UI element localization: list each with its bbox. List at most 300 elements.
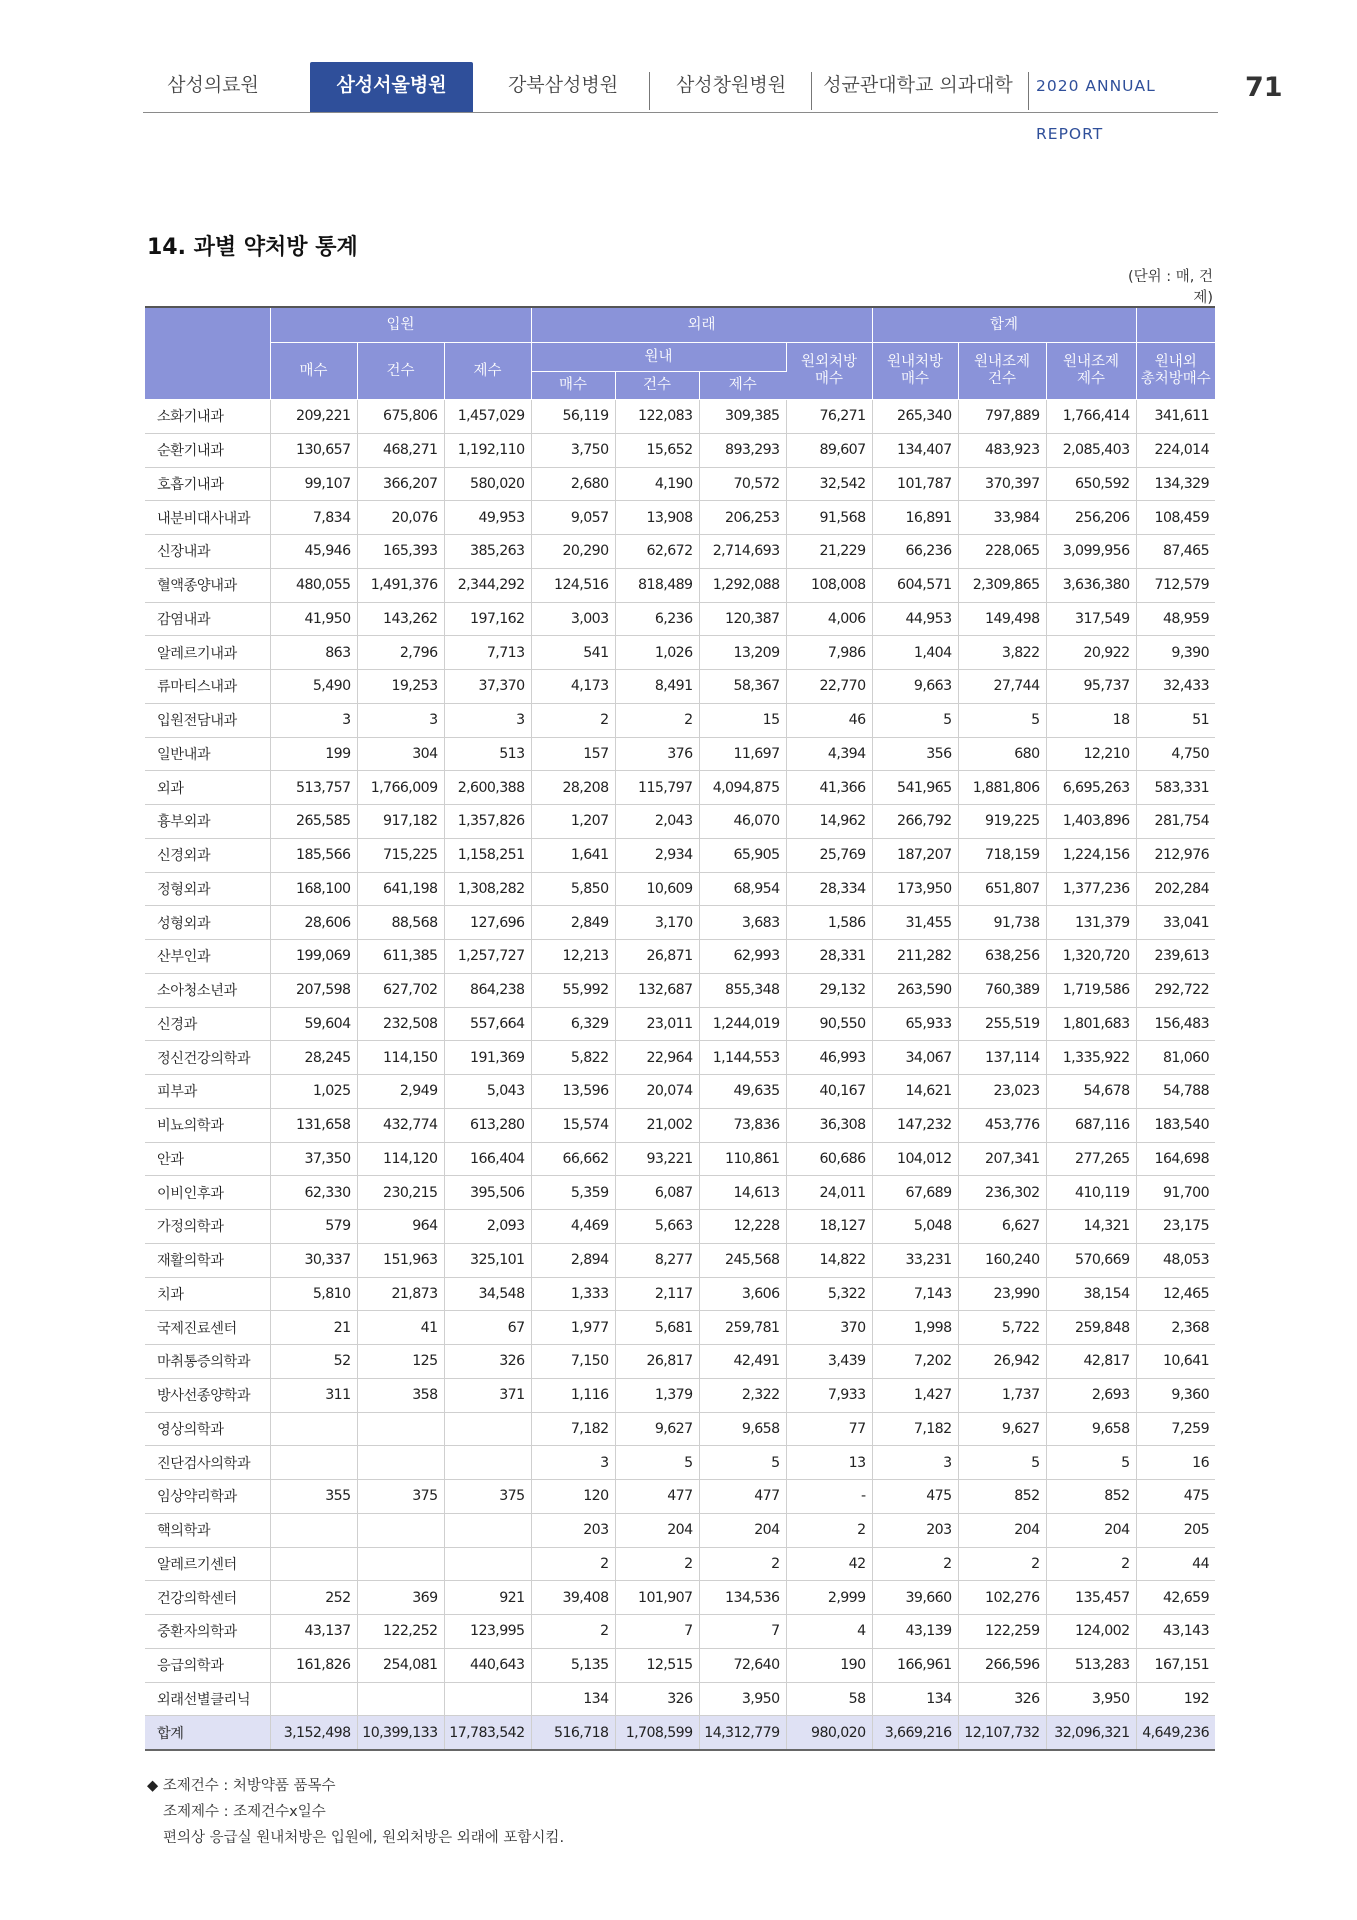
table-row <box>145 501 1215 535</box>
table-cell: 101,907 <box>615 1581 699 1615</box>
table-row <box>145 535 1215 569</box>
table-cell: 265,585 <box>270 805 357 839</box>
table-cell: 1,737 <box>958 1378 1046 1412</box>
table-cell: 123,995 <box>444 1615 531 1649</box>
table-cell: 2,117 <box>615 1277 699 1311</box>
table-cell: 73,836 <box>699 1108 786 1142</box>
table-cell: 20,290 <box>531 535 615 569</box>
table-cell: 7,182 <box>531 1412 615 1446</box>
header-op-cases: 건수 <box>615 372 699 400</box>
table-row <box>145 838 1215 872</box>
table-cell: 203 <box>872 1513 958 1547</box>
table-cell: 650,592 <box>1046 467 1136 501</box>
department-name: 류마티스내과 <box>145 670 270 704</box>
table-cell: 2,322 <box>699 1378 786 1412</box>
table-row <box>145 1446 1215 1480</box>
table-cell: 192 <box>1136 1682 1215 1716</box>
table-cell: 42 <box>786 1547 872 1581</box>
table-row <box>145 1041 1215 1075</box>
department-name: 외과 <box>145 771 270 805</box>
table-cell: 2,894 <box>531 1243 615 1277</box>
table-row <box>145 771 1215 805</box>
table-cell: 48,053 <box>1136 1243 1215 1277</box>
table-row <box>145 1007 1215 1041</box>
table-cell: 277,265 <box>1046 1142 1136 1176</box>
table-cell: 224,014 <box>1136 433 1215 467</box>
table-cell: 893,293 <box>699 433 786 467</box>
table-cell: 122,083 <box>615 400 699 434</box>
table-cell: 44,953 <box>872 602 958 636</box>
table-cell: 164,698 <box>1136 1142 1215 1176</box>
table-cell: 59,604 <box>270 1007 357 1041</box>
table-cell: 101,787 <box>872 467 958 501</box>
table-cell: 18,127 <box>786 1210 872 1244</box>
table-cell: 15,574 <box>531 1108 615 1142</box>
table-cell: 91,700 <box>1136 1176 1215 1210</box>
table-cell: 1,491,376 <box>357 568 444 602</box>
table-cell: 2,344,292 <box>444 568 531 602</box>
table-cell: 28,606 <box>270 906 357 940</box>
table-cell: 309,385 <box>699 400 786 434</box>
table-cell: 130,657 <box>270 433 357 467</box>
table-cell <box>357 1412 444 1446</box>
table-row <box>145 1075 1215 1109</box>
table-cell <box>444 1547 531 1581</box>
table-row <box>145 906 1215 940</box>
table-cell: 88,568 <box>357 906 444 940</box>
table-cell: 209,221 <box>270 400 357 434</box>
table-cell: 292,722 <box>1136 973 1215 1007</box>
table-cell: 2,093 <box>444 1210 531 1244</box>
table-cell: 32,433 <box>1136 670 1215 704</box>
table-cell: 239,613 <box>1136 940 1215 974</box>
table-cell: 60,686 <box>786 1142 872 1176</box>
table-cell: 37,350 <box>270 1142 357 1176</box>
table-cell: 1,320,720 <box>1046 940 1136 974</box>
table-cell: 55,992 <box>531 973 615 1007</box>
table-cell: 370 <box>786 1311 872 1345</box>
total-cell: 1,708,599 <box>615 1716 699 1750</box>
table-row <box>145 1142 1215 1176</box>
table-cell: 49,953 <box>444 501 531 535</box>
tab-changwon-samsung-hospital[interactable]: 삼성창원병원 <box>675 74 787 96</box>
table-cell: 852 <box>958 1480 1046 1514</box>
table-row <box>145 1581 1215 1615</box>
table-cell: 81,060 <box>1136 1041 1215 1075</box>
total-cell: 3,669,216 <box>872 1716 958 1750</box>
table-cell: 67 <box>444 1311 531 1345</box>
department-name: 피부과 <box>145 1075 270 1109</box>
table-cell: 1,333 <box>531 1277 615 1311</box>
table-row <box>145 737 1215 771</box>
table-cell: 110,861 <box>699 1142 786 1176</box>
table-cell: 797,889 <box>958 400 1046 434</box>
table-cell <box>357 1513 444 1547</box>
table-cell: 7,986 <box>786 636 872 670</box>
table-cell: 76,271 <box>786 400 872 434</box>
table-cell: 65,933 <box>872 1007 958 1041</box>
table-cell: 34,548 <box>444 1277 531 1311</box>
table-cell: 4,469 <box>531 1210 615 1244</box>
table-cell: 2 <box>531 1615 615 1649</box>
table-cell: 46,070 <box>699 805 786 839</box>
table-cell: 395,506 <box>444 1176 531 1210</box>
table-row <box>145 467 1215 501</box>
table-cell: 11,697 <box>699 737 786 771</box>
table-cell: 375 <box>357 1480 444 1514</box>
table-cell: 23,023 <box>958 1075 1046 1109</box>
table-cell: 440,643 <box>444 1648 531 1682</box>
table-cell: 3 <box>444 703 531 737</box>
table-cell: 9,057 <box>531 501 615 535</box>
table-cell <box>357 1682 444 1716</box>
table-cell: 5 <box>872 703 958 737</box>
table-cell: 58 <box>786 1682 872 1716</box>
table-cell: 3,636,380 <box>1046 568 1136 602</box>
department-name: 임상약리학과 <box>145 1480 270 1514</box>
tab-divider <box>1028 72 1029 110</box>
table-cell <box>444 1412 531 1446</box>
table-cell: 1,244,019 <box>699 1007 786 1041</box>
table-cell: 863 <box>270 636 357 670</box>
header-ip-sheets: 매수 <box>270 343 357 400</box>
table-cell: 5,359 <box>531 1176 615 1210</box>
table-cell: 124,002 <box>1046 1615 1136 1649</box>
table-cell: 33,984 <box>958 501 1046 535</box>
unit-label: (단위 : 매, 건 제) <box>1127 269 1213 306</box>
table-cell: 26,942 <box>958 1345 1046 1379</box>
table-cell: 134,329 <box>1136 467 1215 501</box>
table-cell: 33,231 <box>872 1243 958 1277</box>
table-row <box>145 805 1215 839</box>
table-row <box>145 1210 1215 1244</box>
table-cell: 2,680 <box>531 467 615 501</box>
table-cell: 256,206 <box>1046 501 1136 535</box>
table-row <box>145 636 1215 670</box>
total-row <box>145 1716 1215 1750</box>
table-cell: 99,107 <box>270 467 357 501</box>
table-cell <box>270 1513 357 1547</box>
table-cell: 131,658 <box>270 1108 357 1142</box>
department-name: 알레르기센터 <box>145 1547 270 1581</box>
table-cell: 44 <box>1136 1547 1215 1581</box>
table-cell: 468,271 <box>357 433 444 467</box>
header-op-external: 원외처방 매수 <box>786 343 872 400</box>
department-name: 응급의학과 <box>145 1648 270 1682</box>
table-cell: 266,596 <box>958 1648 1046 1682</box>
table-cell: 2 <box>615 703 699 737</box>
table-cell: 259,781 <box>699 1311 786 1345</box>
table-cell: 263,590 <box>872 973 958 1007</box>
table-cell: 228,065 <box>958 535 1046 569</box>
table-cell: 4,190 <box>615 467 699 501</box>
table-cell: 14,962 <box>786 805 872 839</box>
table-cell: 199 <box>270 737 357 771</box>
table-row <box>145 1243 1215 1277</box>
table-cell: 2,999 <box>786 1581 872 1615</box>
table-row <box>145 433 1215 467</box>
table-cell: 483,923 <box>958 433 1046 467</box>
department-name: 중환자의학과 <box>145 1615 270 1649</box>
table-cell <box>444 1682 531 1716</box>
table-cell: 197,162 <box>444 602 531 636</box>
table-cell: 513,283 <box>1046 1648 1136 1682</box>
table-cell: 12,515 <box>615 1648 699 1682</box>
table-cell: 199,069 <box>270 940 357 974</box>
header-tot-cases: 원내조제 건수 <box>958 343 1046 400</box>
tab-samsung-seoul-hospital[interactable]: 삼성서울병원 <box>310 62 473 112</box>
table-cell: 166,961 <box>872 1648 958 1682</box>
header-op-sheets: 매수 <box>531 372 615 400</box>
table-cell: 207,598 <box>270 973 357 1007</box>
table-cell: 855,348 <box>699 973 786 1007</box>
table-cell: 204 <box>958 1513 1046 1547</box>
table-cell: 1,977 <box>531 1311 615 1345</box>
table-cell: 173,950 <box>872 872 958 906</box>
table-cell: 259,848 <box>1046 1311 1136 1345</box>
table-cell: 3 <box>270 703 357 737</box>
tab-samsung-medical-center[interactable]: 삼성의료원 <box>167 74 259 96</box>
table-cell: 40,167 <box>786 1075 872 1109</box>
table-cell: 156,483 <box>1136 1007 1215 1041</box>
table-cell: 91,738 <box>958 906 1046 940</box>
table-cell: 5,490 <box>270 670 357 704</box>
table-cell: 1,357,826 <box>444 805 531 839</box>
table-cell: 37,370 <box>444 670 531 704</box>
table-cell: 1,025 <box>270 1075 357 1109</box>
table-row <box>145 400 1215 434</box>
table-cell: 687,116 <box>1046 1108 1136 1142</box>
header-tot-all: 원내외 총처방매수 <box>1136 343 1215 400</box>
table-cell: 371 <box>444 1378 531 1412</box>
table-cell: 5,048 <box>872 1210 958 1244</box>
table-cell: 9,658 <box>699 1412 786 1446</box>
table-cell: 28,331 <box>786 940 872 974</box>
table-cell: 62,993 <box>699 940 786 974</box>
header-in-hospital: 원내 <box>531 343 786 372</box>
table-cell: 5,822 <box>531 1041 615 1075</box>
table-cell: 2,934 <box>615 838 699 872</box>
table-cell: 2 <box>786 1513 872 1547</box>
total-cell: 10,399,133 <box>357 1716 444 1750</box>
header-blank <box>1136 307 1215 343</box>
table-row <box>145 602 1215 636</box>
prescription-statistics-table <box>145 306 1215 1751</box>
tab-skku-medicine[interactable]: 성균관대학교 의과대학 <box>823 74 1013 96</box>
table-cell: 204 <box>1046 1513 1136 1547</box>
table-cell: 5,135 <box>531 1648 615 1682</box>
department-name: 호흡기내과 <box>145 467 270 501</box>
table-cell: 4 <box>786 1615 872 1649</box>
table-cell: 9,627 <box>958 1412 1046 1446</box>
table-cell: 7,834 <box>270 501 357 535</box>
department-name: 정형외과 <box>145 872 270 906</box>
table-cell: 14,822 <box>786 1243 872 1277</box>
table-cell: 2,043 <box>615 805 699 839</box>
table-cell: 1,207 <box>531 805 615 839</box>
table-cell: 5,722 <box>958 1311 1046 1345</box>
table-cell: 157 <box>531 737 615 771</box>
table-cell: 232,508 <box>357 1007 444 1041</box>
table-cell: 7 <box>699 1615 786 1649</box>
department-name: 성형외과 <box>145 906 270 940</box>
table-cell: 5,810 <box>270 1277 357 1311</box>
table-cell: 513,757 <box>270 771 357 805</box>
table-cell: 151,963 <box>357 1243 444 1277</box>
table-cell: 120 <box>531 1480 615 1514</box>
table-cell: 410,119 <box>1046 1176 1136 1210</box>
department-name: 영상의학과 <box>145 1412 270 1446</box>
table-cell: 3,750 <box>531 433 615 467</box>
table-cell: 135,457 <box>1046 1581 1136 1615</box>
table-cell: 1,026 <box>615 636 699 670</box>
table-cell: 15 <box>699 703 786 737</box>
department-name: 감염내과 <box>145 602 270 636</box>
department-name: 소아청소년과 <box>145 973 270 1007</box>
table-cell: - <box>786 1480 872 1514</box>
department-name: 방사선종양학과 <box>145 1378 270 1412</box>
table-cell: 23,175 <box>1136 1210 1215 1244</box>
diamond-bullet-icon: ◆ <box>147 1778 159 1794</box>
table-cell: 480,055 <box>270 568 357 602</box>
table-cell: 67,689 <box>872 1176 958 1210</box>
table-row <box>145 1615 1215 1649</box>
department-name: 재활의학과 <box>145 1243 270 1277</box>
table-cell: 1,801,683 <box>1046 1007 1136 1041</box>
table-cell: 204 <box>615 1513 699 1547</box>
table-cell: 13,209 <box>699 636 786 670</box>
page-number: 71 <box>1245 72 1283 103</box>
table-cell: 852 <box>1046 1480 1136 1514</box>
table-cell: 41,366 <box>786 771 872 805</box>
department-name: 신경외과 <box>145 838 270 872</box>
table-cell: 120,387 <box>699 602 786 636</box>
table-cell: 3,950 <box>1046 1682 1136 1716</box>
table-cell: 91,568 <box>786 501 872 535</box>
table-cell: 6,695,263 <box>1046 771 1136 805</box>
table-cell: 30,337 <box>270 1243 357 1277</box>
table-cell: 760,389 <box>958 973 1046 1007</box>
table-cell: 2 <box>615 1547 699 1581</box>
table-cell: 23,990 <box>958 1277 1046 1311</box>
table-cell: 236,302 <box>958 1176 1046 1210</box>
table-cell: 3,170 <box>615 906 699 940</box>
table-cell: 369 <box>357 1581 444 1615</box>
table-cell: 49,635 <box>699 1075 786 1109</box>
table-cell: 6,627 <box>958 1210 1046 1244</box>
table-cell: 122,259 <box>958 1615 1046 1649</box>
table-cell: 4,006 <box>786 602 872 636</box>
department-name: 정신건강의학과 <box>145 1041 270 1075</box>
table-cell: 579 <box>270 1210 357 1244</box>
table-cell: 255,519 <box>958 1007 1046 1041</box>
table-cell: 13,908 <box>615 501 699 535</box>
table-cell: 134,536 <box>699 1581 786 1615</box>
department-name: 진단검사의학과 <box>145 1446 270 1480</box>
table-cell: 5 <box>958 703 1046 737</box>
table-cell: 641,198 <box>357 872 444 906</box>
table-cell: 12,228 <box>699 1210 786 1244</box>
table-cell: 1,292,088 <box>699 568 786 602</box>
table-cell: 541,965 <box>872 771 958 805</box>
table-cell: 22,770 <box>786 670 872 704</box>
table-cell: 230,215 <box>357 1176 444 1210</box>
table-cell: 9,658 <box>1046 1412 1136 1446</box>
table-cell: 2,693 <box>1046 1378 1136 1412</box>
table-cell: 10,641 <box>1136 1345 1215 1379</box>
table-cell: 385,263 <box>444 535 531 569</box>
table-cell: 90,550 <box>786 1007 872 1041</box>
table-cell: 48,959 <box>1136 602 1215 636</box>
table-cell: 1,719,586 <box>1046 973 1136 1007</box>
table-cell <box>270 1547 357 1581</box>
table-cell: 41,950 <box>270 602 357 636</box>
table-cell: 7,259 <box>1136 1412 1215 1446</box>
table-cell: 185,566 <box>270 838 357 872</box>
table-cell: 3,683 <box>699 906 786 940</box>
table-cell: 12,213 <box>531 940 615 974</box>
table-cell: 46 <box>786 703 872 737</box>
table-cell: 5 <box>699 1446 786 1480</box>
table-cell: 23,011 <box>615 1007 699 1041</box>
table-cell: 187,207 <box>872 838 958 872</box>
table-cell: 205 <box>1136 1513 1215 1547</box>
table-cell: 70,572 <box>699 467 786 501</box>
table-cell: 93,221 <box>615 1142 699 1176</box>
header-ip-cases: 건수 <box>357 343 444 400</box>
table-cell: 62,672 <box>615 535 699 569</box>
table-cell: 2 <box>1046 1547 1136 1581</box>
table-cell: 87,465 <box>1136 535 1215 569</box>
table-cell: 166,404 <box>444 1142 531 1176</box>
table-cell: 1,404 <box>872 636 958 670</box>
table-cell: 3,003 <box>531 602 615 636</box>
table-cell: 52 <box>270 1345 357 1379</box>
table-cell: 5 <box>615 1446 699 1480</box>
table-cell: 712,579 <box>1136 568 1215 602</box>
header-total: 합계 <box>872 307 1136 343</box>
table-cell: 20,922 <box>1046 636 1136 670</box>
table-cell: 7,713 <box>444 636 531 670</box>
footnotes <box>147 1773 564 1851</box>
table-cell: 122,252 <box>357 1615 444 1649</box>
total-cell: 4,649,236 <box>1136 1716 1215 1750</box>
table-cell: 115,797 <box>615 771 699 805</box>
table-cell: 1,377,236 <box>1046 872 1136 906</box>
table-cell: 9,627 <box>615 1412 699 1446</box>
table-cell: 366,207 <box>357 467 444 501</box>
table-cell: 245,568 <box>699 1243 786 1277</box>
table-cell: 89,607 <box>786 433 872 467</box>
table-cell: 376 <box>615 737 699 771</box>
table-cell: 651,807 <box>958 872 1046 906</box>
department-name: 흉부외과 <box>145 805 270 839</box>
table-cell: 161,826 <box>270 1648 357 1682</box>
table-cell: 370,397 <box>958 467 1046 501</box>
table-cell: 21,229 <box>786 535 872 569</box>
table-cell: 3 <box>531 1446 615 1480</box>
table-cell: 143,262 <box>357 602 444 636</box>
total-cell: 14,312,779 <box>699 1716 786 1750</box>
table-cell: 104,012 <box>872 1142 958 1176</box>
tab-kangbuk-samsung-hospital[interactable]: 강북삼성병원 <box>507 74 619 96</box>
department-name: 산부인과 <box>145 940 270 974</box>
table-cell: 583,331 <box>1136 771 1215 805</box>
department-name: 치과 <box>145 1277 270 1311</box>
table-row <box>145 1277 1215 1311</box>
table-cell: 114,150 <box>357 1041 444 1075</box>
table-row <box>145 568 1215 602</box>
